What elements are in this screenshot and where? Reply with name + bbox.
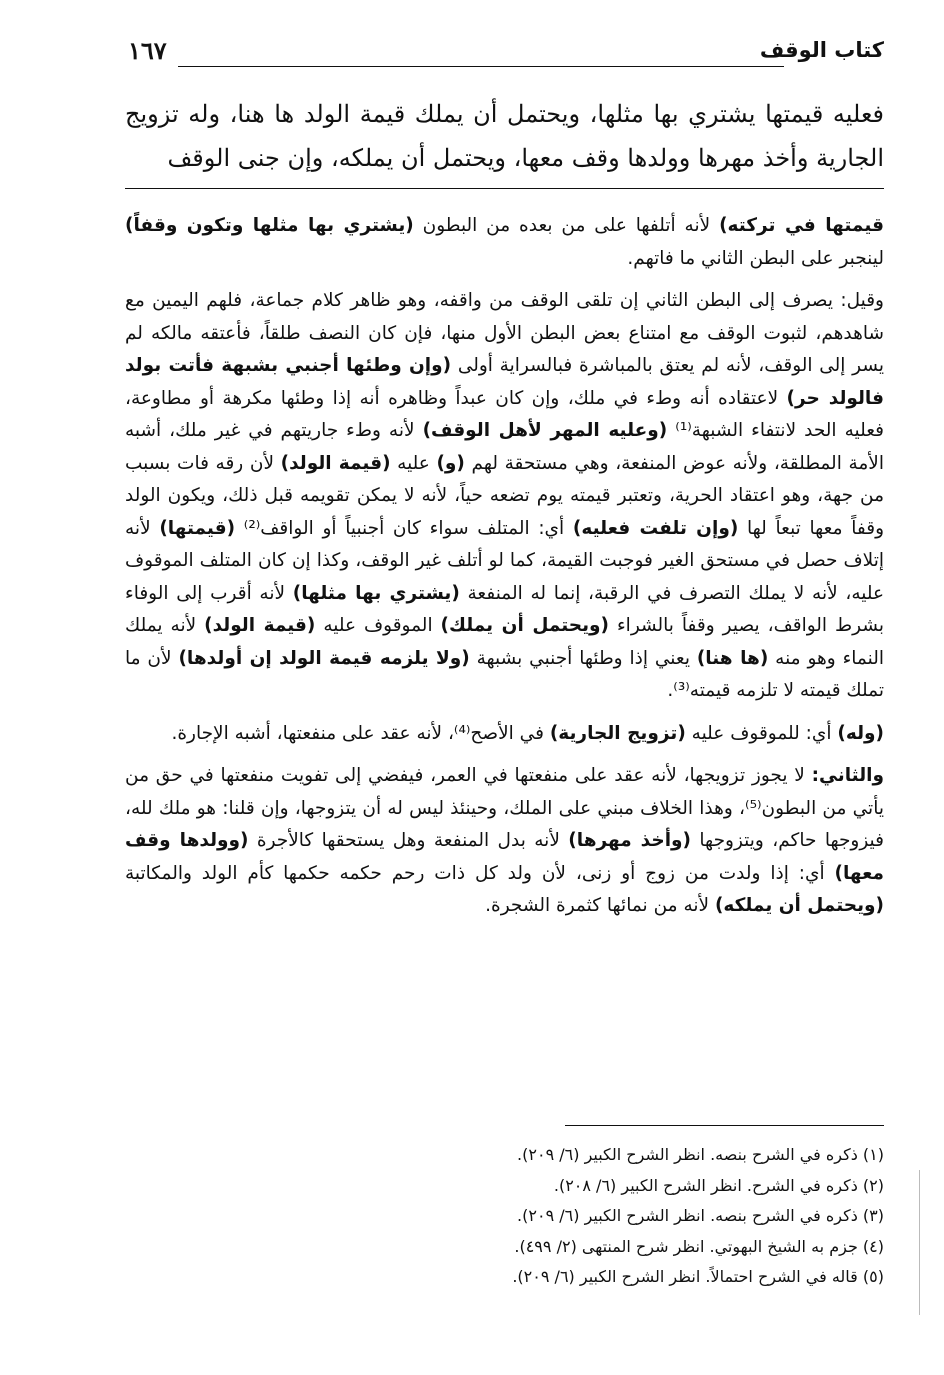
commentary-run: لأن ما تملك قيمته لا تلزمه قيمته⁽³⁾. — [125, 647, 884, 701]
commentary-paragraph-4 — [125, 760, 884, 923]
commentary-run: لأن رقه فات بسبب من جهة، وهو اعتقاد الحرية، وتعتبر قيمته يوم تضعه حياً، لأنه لا يمكن تقويمه قبل ذلك، ويكون الولد وقفاً معها تبعاً لها — [125, 452, 885, 539]
bold-matn-run: (وأخذ مهرها) — [568, 830, 691, 851]
bold-matn-run: والثاني: — [811, 765, 884, 786]
bold-matn-run: (وولدها وقف معها) — [125, 830, 884, 884]
commentary-run: لاعتقاده أنه وطء في ملك، وإن كان عبداً وظاهره أنه إذا وطئها مكرهة أو مطاوعة، فعليه الحد لانتفاء الشبهة⁽¹⁾ — [125, 387, 884, 441]
footnote-5: (٥) قاله في الشرح احتمالاً. انظر الشرح الكبير (٦/ ٢٠٩). — [512, 1267, 884, 1286]
commentary-run: وقيل: يصرف إلى البطن الثاني إن تلقى الوقف من واقفه، وهو ظاهر كلام جماعة، فلهم اليمين مع شاهدهم، لثبوت الوقف مع امتناع بعض البطن الأول منها، فإن كان النصف طلقاً، فأعتقه مالكه لم يسر إلى الوقف، لأنه لم يعتق بالمباشرة فبالسراية أولى — [125, 290, 885, 376]
bold-matn-run: (و) — [436, 452, 465, 474]
bold-matn-run: (وله) — [837, 722, 884, 744]
commentary-run: لأنه وطء جاريتهم في غير ملك، أشبه الأمة المطلقة، ولأنه عوض المنفعة، وهي مستحقة لهم — [125, 420, 884, 474]
page-number: ١٦٧ — [128, 36, 167, 65]
bold-matn-run: (قيمتها) — [159, 517, 236, 539]
bold-matn-run: (ولا يلزمه قيمة الولد إن أولدها) — [178, 647, 470, 669]
bold-matn-run: قيمتها في تركته) — [719, 215, 884, 236]
header-rule — [178, 66, 784, 67]
commentary-run: لأنه بدل المنفعة وهل يستحقها كالأجرة — [248, 830, 569, 851]
footnote-1: (١) ذكره في الشرح بنصه. انظر الشرح الكبير (٦/ ٢٠٩). — [517, 1145, 884, 1164]
bold-matn-run: (قيمة الولد) — [204, 615, 316, 636]
commentary — [125, 210, 884, 933]
commentary-run: لأنه من نمائها كثمرة الشجرة. — [485, 895, 715, 916]
main-paragraph: فعليه قيمتها يشتري بها مثلها، ويحتمل أن يملك قيمة الولد ها هنا، وله تزويج الجارية وأخذ مهرها وولدها وقف معها، ويحتمل أن يملكه، وإن جنى الوقف — [125, 100, 884, 172]
commentary-run: في الأصح⁽⁴⁾، لأنه عقد على منفعتها، أشبه الإجارة. — [171, 722, 550, 744]
commentary-run: لأنه يملك النماء وهو منه — [125, 615, 884, 669]
commentary-run: أي: إذا ولدت من زوج أو زنى، لأن ولد كل ذات رحم حكمه حكمها كأم الولد والمكاتبة — [125, 862, 835, 884]
bold-matn-run: (وإن وطئها أجنبي بشبهة فأتت بولد فالولد حر) — [125, 355, 884, 409]
commentary-run: لا يجوز تزويجها، لأنه عقد على منفعتها في العمر، فيفضي إلى تفويت منفعتها في حق من يأتي من البطون⁽⁵⁾، وهذا الخلاف مبني على الملك، وحينئذ ليس له أن يتزوجها، وإن قلنا: هو ملك لله، فيزوجها حاكم، ويتزوجها — [125, 765, 884, 851]
commentary-run: لينجبر على البطن الثاني ما فاتهم. — [627, 247, 884, 269]
page-header — [128, 36, 884, 76]
commentary-run: يعني إذا وطئها أجنبي بشبهة — [469, 647, 697, 669]
main-text — [125, 92, 884, 180]
bold-matn-run: (ويحتمل أن يملك) — [440, 615, 610, 636]
footnote-3: (٣) ذكره في الشرح بنصه. انظر الشرح الكبير (٦/ ٢٠٩). — [517, 1206, 884, 1225]
bold-matn-run: (ويحتمل أن يملكه) — [714, 895, 884, 916]
footnote-4: (٤) جزم به الشيخ البهوتي. انظر شرح المنتهى (٢/ ٤٩٩). — [514, 1236, 884, 1256]
bold-matn-run: (يشتري بها مثلها وتكون وقفاً) — [125, 215, 414, 236]
bold-matn-run: (وإن تلفت فعليه) — [572, 517, 739, 539]
bold-matn-run: (وعليه المهر لأهل الوقف) — [422, 420, 668, 441]
running-title: كتاب الوقف — [759, 38, 884, 62]
commentary-run: عليه — [390, 452, 437, 474]
commentary-run: لأنه أتلفها على من بعده من البطون — [413, 215, 720, 236]
commentary-paragraph-3 — [125, 718, 884, 751]
commentary-paragraph-1 — [125, 210, 884, 275]
bold-matn-run: (ها هنا) — [696, 647, 769, 669]
text-separator-rule — [125, 188, 884, 189]
commentary-run: لأنه أقرب إلى الوفاء بشرط الواقف، يصير وقفاً بالشراء — [125, 582, 884, 636]
commentary-paragraph-2 — [125, 285, 884, 708]
bold-matn-run: (قيمة الولد) — [280, 452, 391, 474]
commentary-run: لأنه إتلاف حصل في مستحق الغير فوجبت القيمة، كما لو أتلف غير الوقف، وكذا إن كان المتلف الموقوف عليه، لأنه لا يملك التصرف في الرقبة، إنما له المنفعة — [125, 517, 884, 604]
commentary-run: الموقوف عليه — [315, 615, 441, 636]
commentary-run: أي: للموقوف عليه — [685, 722, 838, 744]
commentary-run: أي: المتلف سواء كان أجنبياً أو الواقف⁽²⁾ — [235, 517, 573, 539]
bold-matn-run: (تزويج الجارية) — [549, 722, 686, 744]
footnotes — [300, 1140, 884, 1293]
footnote-separator — [565, 1125, 884, 1126]
scan-margin-line — [919, 1170, 920, 1315]
bold-matn-run: (يشتري بها مثلها) — [292, 582, 460, 604]
footnote-2: (٢) ذكره في الشرح. انظر الشرح الكبير (٦/ ٢٠٨). — [553, 1175, 884, 1195]
